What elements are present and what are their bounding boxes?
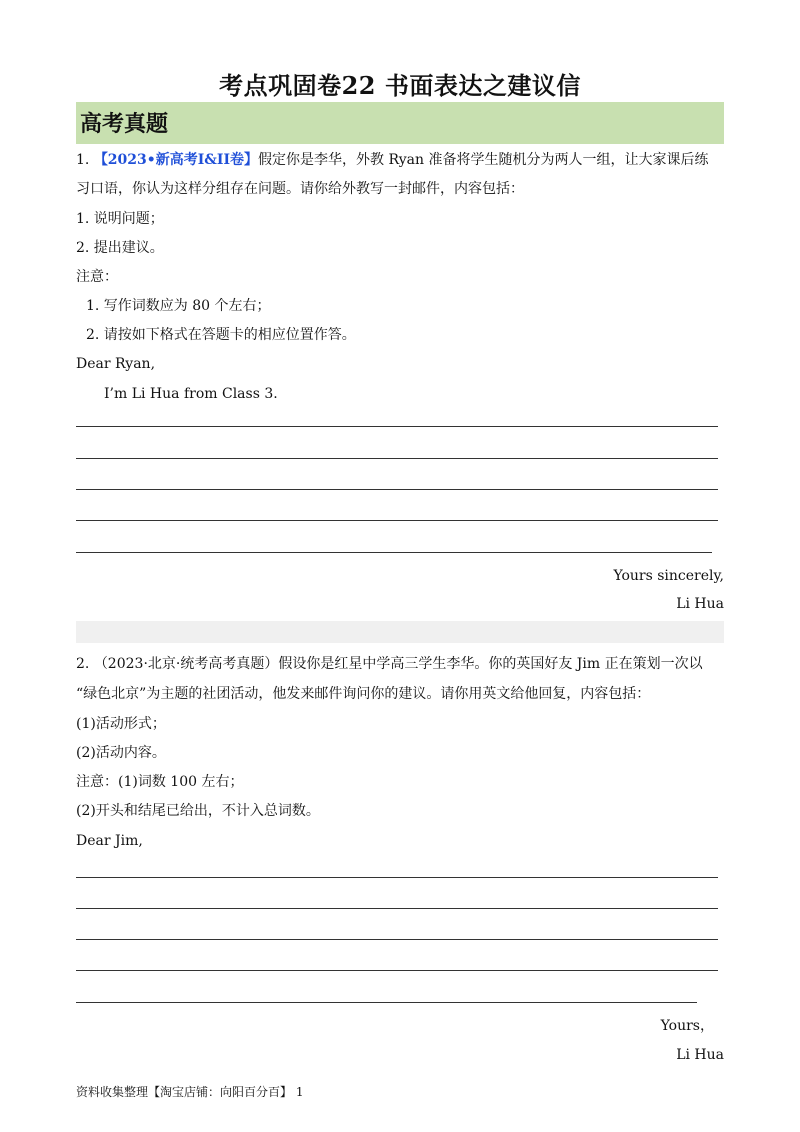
section-heading: 高考真题 [76, 102, 724, 144]
question-1-closing: Yours sincerely, [613, 568, 724, 584]
question-2-item-1: (1)活动形式； [76, 716, 166, 732]
question-2-closing: Yours， [660, 1018, 714, 1034]
question-1-opening: I’m Li Hua from Class 3. [104, 386, 278, 402]
question-2-note-1: 注意：(1)词数 100 左右； [76, 774, 244, 790]
question-2-item-2: (2)活动内容。 [76, 745, 166, 761]
page-footer: 资料收集整理【淘宝店铺：向阳百分百】 1 [76, 1085, 304, 1099]
question-2-number: 2. [76, 656, 90, 672]
question-separator [76, 621, 724, 643]
answer-line [76, 426, 718, 427]
question-2-signature: Li Hua [676, 1047, 724, 1063]
question-1-signature: Li Hua [676, 596, 724, 612]
answer-line [76, 458, 718, 459]
question-2-note-2: (2)开头和结尾已给出，不计入总词数。 [76, 803, 320, 819]
question-2-line-1 [76, 654, 703, 674]
answer-line [76, 939, 718, 940]
question-1-note-label: 注意： [76, 269, 118, 285]
answer-line [76, 1002, 697, 1003]
question-2-greeting: Dear Jim, [76, 833, 143, 849]
question-1-note-2: 2. 请按如下格式在答题卡的相应位置作答。 [86, 327, 356, 343]
question-2-prompt-start: （2023·北京·统考高考真题）假设你是红星中学高三学生李华。你的英国好友 Jim 正在策划一次以 [93, 656, 703, 672]
answer-line [76, 552, 712, 553]
question-2-line-2: “绿色北京”为主题的社团活动，他发来邮件询问你的建议。请你用英文给他回复，内容包括： [76, 686, 651, 702]
answer-line [76, 877, 718, 878]
question-1-item-1: 1. 说明问题； [76, 211, 164, 227]
question-1-prompt-start: 假定你是李华，外教 Ryan 准备将学生随机分为两人一组，让大家课后练 [258, 152, 709, 168]
answer-line [76, 489, 718, 490]
page-title: 考点巩固卷22 书面表达之建议信 [219, 71, 581, 100]
question-1-greeting: Dear Ryan, [76, 356, 156, 372]
answer-line [76, 908, 718, 909]
question-1-note-1: 1. 写作词数应为 80 个左右； [86, 298, 271, 314]
question-1-item-2: 2. 提出建议。 [76, 240, 164, 256]
answer-line [76, 970, 718, 971]
answer-line [76, 520, 718, 521]
question-1-line-2: 习口语，你认为这样分组存在问题。请你给外教写一封邮件，内容包括： [76, 181, 524, 197]
question-1-source: 【2023•新高考I&II卷】 [93, 152, 259, 168]
question-1-number: 1. [76, 152, 90, 168]
question-1-line-1 [76, 150, 708, 170]
